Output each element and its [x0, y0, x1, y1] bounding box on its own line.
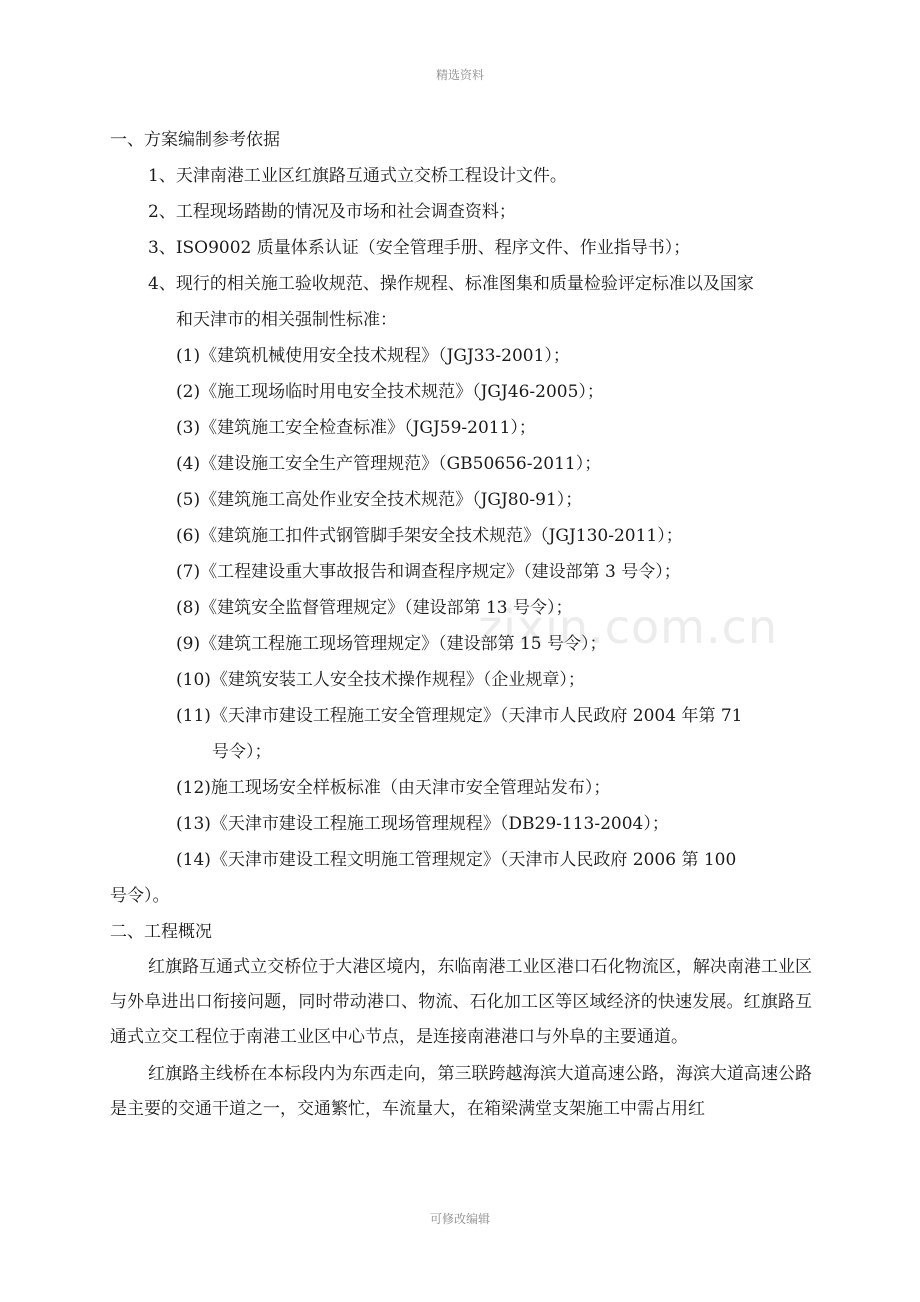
sub-item: (14)《天津市建设工程文明施工管理规定》（天津市人民政府 2006 第 100: [176, 850, 737, 870]
sub-item: (5)《建筑施工高处作业安全技术规范》（JGJ80-91）；: [176, 490, 583, 510]
sub-item: (2)《施工现场临时用电安全技术规范》（JGJ46-2005）；: [176, 382, 604, 402]
section-1-title: 一、方案编制参考依据: [110, 130, 280, 150]
sub-item: (4)《建设施工安全生产管理规范》（GB50656-2011）；: [176, 454, 602, 474]
document-body: [110, 122, 812, 1127]
list-item: 4、现行的相关施工验收规范、操作规程、标准图集和质量检验评定标准以及国家: [148, 274, 754, 294]
sub-item-continuation: 号令）。: [110, 886, 170, 906]
section-2-title: 二、工程概况: [110, 922, 212, 942]
list-item: 3、ISO9002 质量体系认证（安全管理手册、程序文件、作业指导书）；: [148, 238, 691, 258]
sub-item-continuation: 号令）；: [212, 742, 272, 762]
sub-item: (1)《建筑机械使用安全技术规程》（JGJ33-2001）；: [176, 346, 570, 366]
sub-item: (13)《天津市建设工程施工现场管理规程》（DB29-113-2004）；: [176, 814, 669, 834]
list-item-continuation: 和天津市的相关强制性标准：: [176, 310, 397, 330]
list-item: 2、工程现场踏勘的情况及市场和社会调查资料；: [148, 202, 516, 222]
list-item: 1、天津南港工业区红旗路互通式立交桥工程设计文件。: [148, 166, 567, 186]
paragraph: 红旗路主线桥在本标段内为东西走向，第三联跨越海滨大道高速公路，海滨大道高速公路是主要的交通干道之一，交通繁忙，车流量大，在箱梁满堂支架施工中需占用红: [110, 1064, 812, 1119]
sub-item: (6)《建筑施工扣件式钢管脚手架安全技术规范》（JGJ130-2011）；: [176, 526, 683, 546]
page-footer: 可修改编辑: [429, 1212, 490, 1226]
sub-item: (12)施工现场安全样板标准（由天津市安全管理站发布）；: [176, 778, 611, 798]
sub-item: (7)《工程建设重大事故报告和调查程序规定》（建设部第 3 号令）；: [176, 562, 681, 582]
sub-item: (10)《建筑安装工人安全技术操作规程》（企业规章）；: [176, 670, 585, 690]
paragraph: 红旗路互通式立交桥位于大港区境内，东临南港工业区港口石化物流区，解决南港工业区与外阜进出口衔接问题，同时带动港口、物流、石化加工区等区域经济的快速发展。红旗路互通式立交工程位于南港工业区中心节点，是连接南港港口与外阜的主要通道。: [110, 957, 812, 1047]
sub-item: (3)《建筑施工安全检查标准》（JGJ59-2011）；: [176, 418, 536, 438]
sub-item: (8)《建筑安全监督管理规定》（建设部第 13 号令）；: [176, 598, 573, 618]
sub-item: (9)《建筑工程施工现场管理规定》（建设部第 15 号令）；: [176, 634, 607, 654]
watermark: zixin.com.cn: [478, 600, 779, 654]
sub-item: (11)《天津市建设工程施工安全管理规定》（天津市人民政府 2004 年第 71: [176, 706, 743, 726]
page-header: 精选资料: [435, 68, 484, 82]
